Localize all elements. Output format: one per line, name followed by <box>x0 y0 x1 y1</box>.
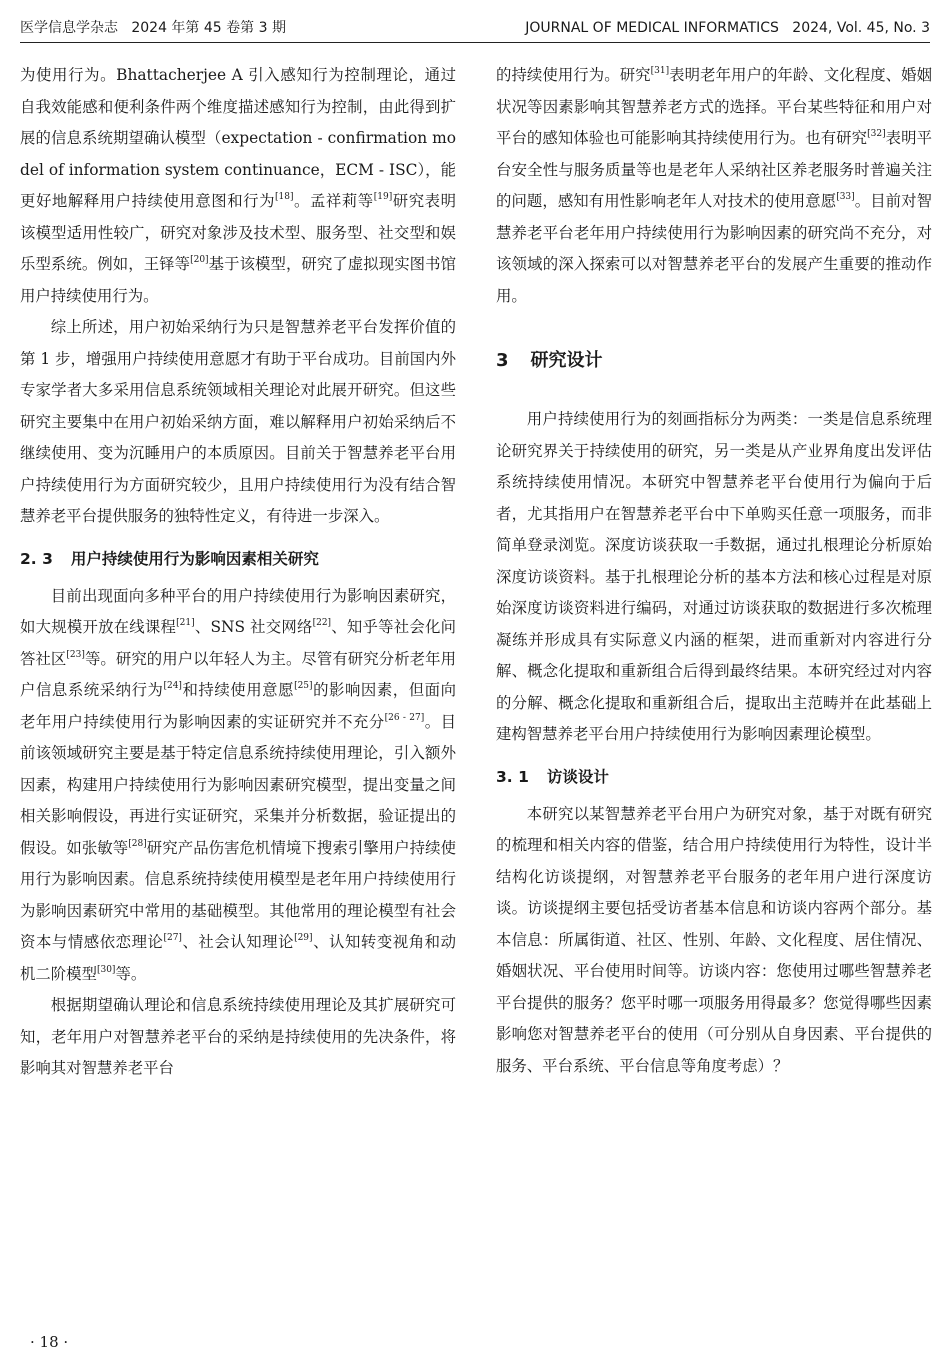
citation: [21] <box>176 618 195 628</box>
paragraph: 目前出现面向多种平台的用户持续使用行为影响因素研究，如大规模开放在线课程[21]、SNS 社交网络[22]、知乎等社会化问答社区[23]等。研究的用户以年轻人为主。尽管有研究分析老年用户信息系统采纳行为[24]和持续使用意愿[25]的影响因素，但面向老年用户持续使用行为影响因素的实证研究并不充分[26 - 27]。目前该领域研究主要是基于特定信息系统持续使用理论，引入额外因素，构建用户持续使用行为影响因素研究模型，提出变量之间相关影响假设，再进行实证研究，采集并分析数据，验证提出的假设。如张敏等[28]研究产品伤害危机情境下搜索引擎用户持续使用行为影响因素。信息系统持续使用模型是老年用户持续使用行为影响因素研究中常用的基础模型。其他常用的理论模型有社会资本与情感依恋理论[27]、社会认知理论[29]、认知转变视角和动机二阶模型[30]等。 <box>20 586 456 983</box>
citation: [28] <box>128 838 147 849</box>
running-header <box>20 14 930 43</box>
citation: [25] <box>294 681 313 691</box>
citation: [30] <box>96 964 116 975</box>
citation: [31] <box>650 66 670 76</box>
section-heading-2-3: 2. 3 用户持续使用行为影响因素相关研究 <box>20 549 319 568</box>
journal-name-cn: 医学信息学杂志 2024 年第 45 卷第 3 期 <box>20 20 286 36</box>
paragraph: 用户持续使用行为的刻画指标分为两类：一类是信息系统理论研究界关于持续使用的研究，另一类是从产业界角度出发评估系统持续使用情况。本研究中智慧养老平台使用行为偏向于后者，尤其指用户在智慧养老平台中下单购买任意一项服务，而非简单登录浏览。深度访谈获取一手数据，通过扎根理论分析原始深度访谈资料。基于扎根理论分析的基本方法和核心过程是对原始深度访谈资料进行编码，对通过访谈获取的数据进行多次梳理凝练并形成具有实际意义内涵的框架，进而重新对内容进行分解、概念化提取和重新组合后得到最终结果。本研究经过对内容的分解、概念化提取和重新组合后，提取出主范畴并在此基础上建构智慧养老平台用户持续使用行为影响因素理论模型。 <box>496 410 932 743</box>
citation: [33] <box>836 192 855 202</box>
citation: [24] <box>163 681 182 691</box>
citation: [20] <box>190 255 209 265</box>
left-column <box>20 60 456 1085</box>
paragraph: 本研究以某智慧养老平台用户为研究对象，基于对既有研究的梳理和相关内容的借鉴，结合用户持续使用行为特性，设计半结构化访谈提纲，对智慧养老平台服务的老年用户进行深度访谈。访谈提纲主要包括受访者基本信息和访谈内容两个部分。基本信息：所属街道、社区、性别、年龄、文化程度、居住情况、婚姻状况、平台使用时间等。访谈内容：您使用过哪些智慧养老平台提供的服务？您平时哪一项服务用得最多？您觉得哪些因素影响您对智慧养老平台的使用（可分别从自身因素、平台提供的服务、平台系统、平台信息等角度考虑）？ <box>496 804 932 1075</box>
paragraph: 根据期望确认理论和信息系统持续使用理论及其扩展研究可知，老年用户对智慧养老平台的采纳是持续使用的先决条件，将影响其对智慧养老平台 <box>20 996 456 1077</box>
paragraph: 为使用行为。Bhattacherjee A 引入感知行为控制理论，通过自我效能感和便利条件两个维度描述感知行为控制，由此得到扩展的信息系统期望确认模型（expectation - confirmation model of information system continuance，ECM - ISC），能更好地解释用户持续使用意图和行为[18]。孟祥莉等[19]研究表明该模型适用性较广，研究对象涉及技术型、服务型、社交型和娱乐型系统。例如，王铎等[20]基于该模型，研究了虚拟现实图书馆用户持续使用行为。 <box>20 66 456 305</box>
paragraph: 的持续使用行为。研究[31]表明老年用户的年龄、文化程度、婚姻状况等因素影响其智慧养老方式的选择。平台某些特征和用户对平台的感知体验也可能影响其持续使用行为。也有研究[32]表明平台安全性与服务质量等也是老年人采纳社区养老服务时普遍关注的问题，感知有用性影响老年人对技术的使用意愿[33]。目前对智慧养老平台老年用户持续使用行为影响因素的研究尚不充分，对该领域的深入探索可以对智慧养老平台的发展产生重要的推动作用。 <box>496 66 932 305</box>
right-column <box>496 60 932 1082</box>
citation: [19] <box>373 192 393 202</box>
citation: [23] <box>66 649 85 660</box>
citation: [32] <box>867 129 886 139</box>
section-heading-3-1: 3. 1 访谈设计 <box>496 767 609 786</box>
citation: [22] <box>312 618 332 628</box>
citation: [29] <box>294 933 313 943</box>
paragraph: 综上所述，用户初始采纳行为只是智慧养老平台发挥价值的第 1 步，增强用户持续使用意愿才有助于平台成功。目前国内外专家学者大多采用信息系统领域相关理论对此展开研究。但这些研究主要集中在用户初始采纳方面，难以解释用户初始采纳后不继续使用、变为沉睡用户的本质原因。目前关于智慧养老平台用户持续使用行为方面研究较少，且用户持续使用行为没有结合智慧养老平台提供服务的独特性定义，有待进一步深入。 <box>20 318 456 525</box>
page-number: · 18 · <box>30 1333 69 1351</box>
citation: [27] <box>163 933 182 943</box>
journal-name-en: JOURNAL OF MEDICAL INFORMATICS 2024, Vol. 45, No. 3 <box>525 20 930 36</box>
citation: [26 - 27] <box>384 712 425 723</box>
citation: [18] <box>275 192 294 202</box>
section-heading-3: 3 研究设计 <box>496 350 603 371</box>
